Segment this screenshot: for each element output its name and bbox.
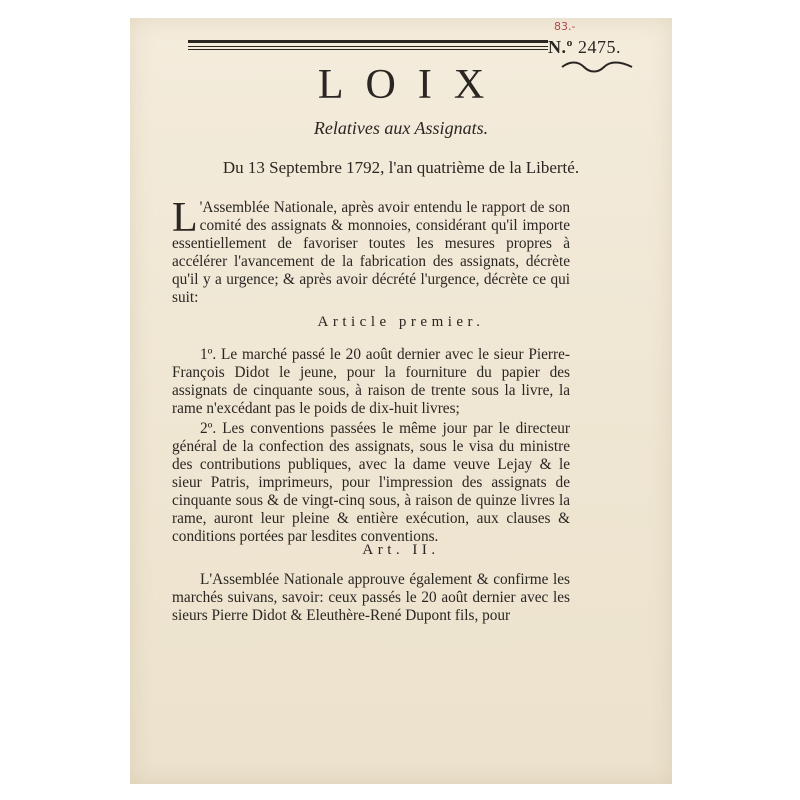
dateline: Du 13 Septembre 1792, l'an quatrième de la Liberté. bbox=[222, 158, 580, 177]
preamble-text: 'Assemblée Nationale, après avoir entendu le rapport de son comité des assignats & monnoies, considérant qu'il importe essentiellement de favoriser toutes les mesures propres à accélérer l'avancement de la fabrication des assignats, décrète qu'il y a urgence; & après avoir décrété l'urgence, décrète ce qui suit: bbox=[172, 199, 570, 306]
article-1-heading: Article premier. bbox=[317, 314, 485, 330]
number-prefix: N.º bbox=[548, 37, 573, 57]
document-number bbox=[548, 37, 621, 58]
top-rule bbox=[188, 40, 548, 47]
document-page bbox=[130, 18, 672, 784]
drop-cap: L bbox=[172, 195, 198, 241]
article-2-paragraph: L'Assemblée Nationale approuve également & confirme les marchés suivans, savoir: ceux passés le 20 août dernier avec les sieurs Pierre Didot & Eleuthère-René Dupont fils, pour bbox=[172, 571, 570, 624]
pencil-annotation: 83.- bbox=[554, 20, 576, 33]
top-rule-thin bbox=[188, 49, 548, 50]
page-title: LOIX bbox=[317, 62, 507, 108]
article-1-item-2: 2º. Les conventions passées le même jour par le directeur général de la confection des assignats, sous le visa du ministre des contributions publiques, avec la dame veuve Lejay & le sieur Patris, imprimeurs, pour l'impression des assignats de cinquante sous & de vingt-cinq sous, à raison de quinze livres la rame, auront leur pleine & entière exécution, aux clauses & conditions portées par lesdites conventions. bbox=[172, 420, 570, 545]
article-2-heading: Art. II. bbox=[362, 542, 440, 558]
preamble-paragraph bbox=[172, 195, 570, 307]
subtitle: Relatives aux Assignats. bbox=[313, 118, 489, 138]
article-1-item-1: 1º. Le marché passé le 20 août dernier avec le sieur Pierre-François Didot le jeune, pour la fourniture du papier des assignats de cinquante sous, à raison de trente sous la livre, la rame n'excédant pas le poids de dix-huit livres; bbox=[172, 346, 570, 417]
number-value: 2475. bbox=[577, 37, 621, 57]
